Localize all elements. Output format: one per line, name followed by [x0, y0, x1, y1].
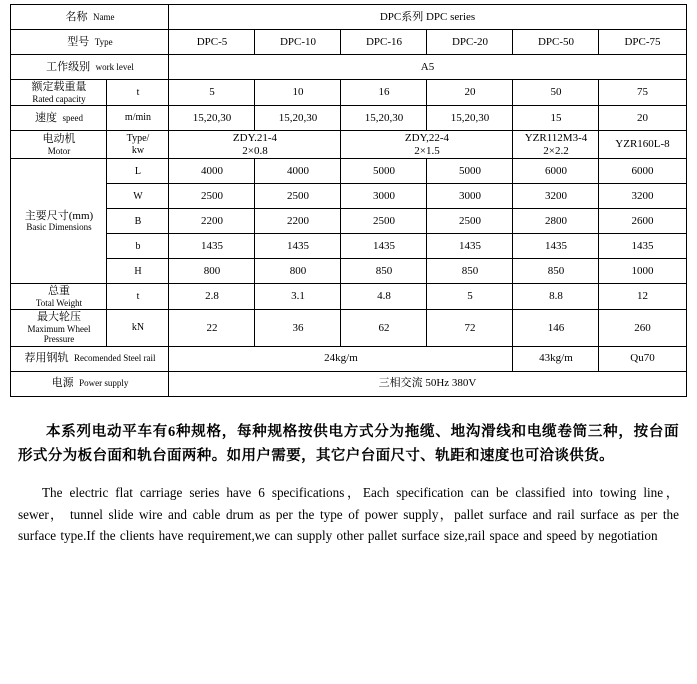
table-cell: 15,20,30	[169, 105, 255, 130]
table-cell: 146	[513, 310, 599, 346]
table-cell: DPC-20	[427, 30, 513, 55]
table-cell: 36	[255, 310, 341, 346]
table-cell: 2.8	[169, 284, 255, 310]
table-cell: 2500	[341, 209, 427, 234]
table-cell: 2500	[427, 209, 513, 234]
row-label-speed: 速度 speed	[11, 105, 107, 130]
motor-name: ZDY,22-4	[404, 131, 450, 144]
table-cell: 16	[341, 80, 427, 106]
table-cell: 12	[599, 284, 686, 310]
row-value-power-supply: 三相交流 50Hz 380V	[169, 371, 686, 396]
row-unit-total-weight: t	[107, 284, 169, 310]
table-cell: 2500	[255, 184, 341, 209]
table-cell: 6000	[513, 159, 599, 184]
table-cell: 1000	[599, 259, 686, 284]
table-row-work-level	[11, 55, 686, 80]
table-row-steel-rail	[11, 346, 686, 371]
table-row-dimension-h	[11, 259, 686, 284]
english-description: The electric flat carriage series have 6 specifications，Each specification can be classified into towing line， sewer， tunnel slide wire and cable drum as per the type of power supply，pallet surface and rail surface as per the surface type.If the clients have requirement,we can supply other pallet surface size,rail space and speed by negotiation	[18, 485, 679, 544]
spec-sheet-page	[0, 4, 697, 684]
table-cell: 260	[599, 310, 686, 346]
row-label-motor: 电动机 Motor	[11, 130, 107, 158]
table-row-name	[11, 5, 686, 30]
table-cell: 3000	[427, 184, 513, 209]
table-row-total-weight	[11, 284, 686, 310]
table-cell: 15,20,30	[427, 105, 513, 130]
table-row-dimension-l	[11, 159, 686, 184]
table-cell: 1435	[169, 234, 255, 259]
table-cell: 1435	[513, 234, 599, 259]
motor-name: ZDY.21-4	[232, 131, 278, 144]
table-cell: 1435	[255, 234, 341, 259]
row-label-steel-rail: 荐用钢轨 Recomended Steel rail	[11, 346, 169, 371]
table-cell: 2600	[599, 209, 686, 234]
table-row-max-wheel-pressure	[11, 310, 686, 346]
row-label-name: 名称 Name	[11, 5, 169, 30]
table-cell: 5	[427, 284, 513, 310]
motor-unit-kw: kw	[131, 144, 145, 156]
table-row-power-supply	[11, 371, 686, 396]
steel-rail-group-2: 43kg/m	[513, 346, 599, 371]
row-label-max-wheel-pressure: 最大轮压 Maximum Wheel Pressure	[11, 310, 107, 346]
table-cell: 72	[427, 310, 513, 346]
table-cell: 3200	[513, 184, 599, 209]
table-cell: 800	[169, 259, 255, 284]
table-cell: 5000	[427, 159, 513, 184]
row-label-work-level: 工作级别 work level	[11, 55, 169, 80]
table-cell: DPC-75	[599, 30, 686, 55]
motor-power: 2×2.2	[543, 144, 569, 157]
table-cell: 75	[599, 80, 686, 106]
row-value-name: DPC系列 DPC series	[169, 5, 686, 30]
table-cell: 8.8	[513, 284, 599, 310]
table-cell: 62	[341, 310, 427, 346]
table-cell: 10	[255, 80, 341, 106]
table-cell: DPC-50	[513, 30, 599, 55]
description-block	[0, 421, 697, 547]
table-cell: DPC-5	[169, 30, 255, 55]
table-cell: 850	[341, 259, 427, 284]
table-cell: 22	[169, 310, 255, 346]
table-cell: 6000	[599, 159, 686, 184]
motor-group-4: YZR160L-8	[599, 130, 686, 158]
table-row-dimension-b-lower	[11, 234, 686, 259]
table-cell: 15,20,30	[341, 105, 427, 130]
row-label-total-weight: 总重 Total Weight	[11, 284, 107, 310]
row-label-power-supply: 电源 Power supply	[11, 371, 169, 396]
table-cell: 4000	[255, 159, 341, 184]
motor-power: 2×1.5	[414, 144, 440, 157]
chinese-description: 本系列电动平车有6种规格，每种规格按供电方式分为拖缆、地沟滑线和电缆卷筒三种，按台面形式分为板台面和轨台面两种。如用户需要，其它户台面尺寸、轨距和速度也可洽谈供货。	[18, 423, 679, 464]
row-value-work-level: A5	[169, 55, 686, 80]
row-unit-speed: m/min	[107, 105, 169, 130]
table-row-type	[11, 30, 686, 55]
table-cell: 1435	[427, 234, 513, 259]
motor-power: 2×0.8	[242, 144, 268, 157]
table-cell: 800	[255, 259, 341, 284]
row-unit-b-lower: b	[107, 234, 169, 259]
table-row-rated-capacity	[11, 80, 686, 106]
steel-rail-group-3: Qu70	[599, 346, 686, 371]
steel-rail-group-1: 24kg/m	[169, 346, 513, 371]
table-cell: 2200	[255, 209, 341, 234]
table-cell: 50	[513, 80, 599, 106]
row-label-type: 型号 Type	[11, 30, 169, 55]
table-row-dimension-w	[11, 184, 686, 209]
table-cell: 3200	[599, 184, 686, 209]
table-cell: 2500	[169, 184, 255, 209]
row-unit-b-upper: B	[107, 209, 169, 234]
table-cell: 4000	[169, 159, 255, 184]
row-unit-rated-capacity: t	[107, 80, 169, 106]
table-cell: 3.1	[255, 284, 341, 310]
table-cell: 850	[513, 259, 599, 284]
row-unit-motor	[107, 130, 169, 158]
row-label-basic-dimensions: 主要尺寸(mm) Basic Dimensions	[11, 159, 107, 284]
specifications-table	[10, 4, 686, 397]
motor-name: YZR112M3-4	[524, 131, 588, 144]
row-unit-l: L	[107, 159, 169, 184]
table-cell: DPC-10	[255, 30, 341, 55]
table-cell: 5000	[341, 159, 427, 184]
table-cell: 20	[427, 80, 513, 106]
table-cell: 5	[169, 80, 255, 106]
table-cell: 850	[427, 259, 513, 284]
table-cell: 4.8	[341, 284, 427, 310]
table-cell: 15,20,30	[255, 105, 341, 130]
english-description-wrap	[18, 482, 679, 546]
table-cell: 1435	[341, 234, 427, 259]
table-row-motor	[11, 130, 686, 158]
row-label-rated-capacity: 额定载重量 Rated capacity	[11, 80, 107, 106]
table-cell: 2800	[513, 209, 599, 234]
row-unit-w: W	[107, 184, 169, 209]
motor-unit-type: Type/	[126, 133, 150, 145]
row-unit-h: H	[107, 259, 169, 284]
table-cell: 1435	[599, 234, 686, 259]
table-row-speed	[11, 105, 686, 130]
table-cell: 15	[513, 105, 599, 130]
table-cell: 3000	[341, 184, 427, 209]
motor-group-3	[513, 130, 599, 158]
table-cell: 2200	[169, 209, 255, 234]
row-unit-max-wheel-pressure: kN	[107, 310, 169, 346]
table-cell: DPC-16	[341, 30, 427, 55]
motor-group-1	[169, 130, 341, 158]
table-row-dimension-b-upper	[11, 209, 686, 234]
motor-group-2	[341, 130, 513, 158]
table-cell: 20	[599, 105, 686, 130]
